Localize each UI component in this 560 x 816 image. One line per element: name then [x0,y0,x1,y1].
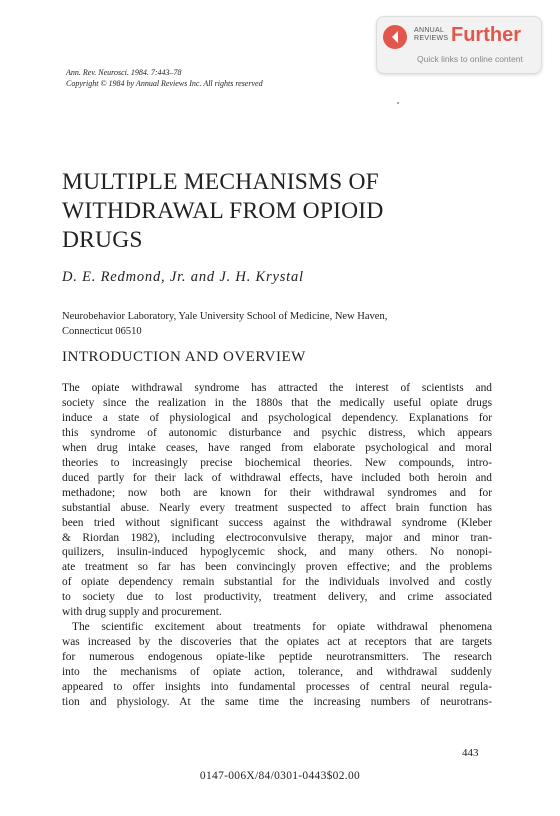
copyright-notice: Copyright © 1984 by Annual Reviews Inc. All rights reserved [66,79,263,88]
body-line: when drug intake ceases, have ranged from elaborate psychological and moral [62,441,492,454]
scan-speck [397,102,399,104]
further-label: Further [451,24,521,46]
body-line: The opiate withdrawal syndrome has attracted the interest of scientists and [62,382,492,394]
quick-links-label: Quick links to online content [417,54,523,64]
body-line: with drug supply and procurement. [62,606,222,619]
body-line: substantial abuse. Nearly every treatment suspected to affect brain function has [62,501,492,514]
body-line: methadone; now both are known for their withdrawal syndromes and for [62,486,492,499]
title-line: MULTIPLE MECHANISMS OF [62,169,379,195]
body-line: tion and physiology. At the same time the increasing numbers of neurotrans- [62,696,492,709]
body-line: to society due to lost productivity, treatment delivery, and crime associated [62,591,492,604]
affiliation-line: Connecticut 06510 [62,325,142,337]
body-line: for numerous endogenous opiate-like peptide neurotransmitters. The research [62,651,492,664]
body-line: this syndrome of autonomic disturbance and psychic distress, which appears [62,426,492,439]
speaker-arrow-icon [383,25,407,49]
body-line: theories to increasingly precise biochemical theories. New compounds, intro- [62,456,492,469]
body-line: quilizers, insulin-induced hypoglycemic shock, and many others. No nonopi- [62,546,492,559]
affiliation-line: Neurobehavior Laboratory, Yale University School of Medicine, New Haven, [62,311,388,322]
page-number: 443 [462,747,479,759]
article-code: 0147-006X/84/0301-0443$02.00 [199,770,361,782]
title-line: DRUGS [62,227,143,253]
body-line: society since the realization in the 1880s that the medically useful opiate drugs [62,396,492,409]
journal-citation: Ann. Rev. Neurosci. 1984. 7:443–78 [66,68,182,77]
section-heading: INTRODUCTION AND OVERVIEW [62,349,306,365]
body-line: been tried without significant success against the withdrawal syndrome (Kleber [62,516,492,529]
body-line: ate treatment so far has been convincingly proven effective; and the problems [62,561,492,574]
body-paragraphs [62,381,492,710]
annual-reviews-label: ANNUAL REVIEWS [414,27,449,42]
journal-citation-block [66,67,263,89]
body-line: of opiate dependency remain substantial for the individuals involved and costly [62,576,492,589]
annual-reviews-further-badge[interactable] [376,16,542,74]
body-line: induce a state of physiological and psychological dependency. Explanations for [62,411,492,424]
title-line: WITHDRAWAL FROM OPIOID [62,198,384,224]
author-affiliation [62,310,482,339]
body-line: The scientific excitement about treatments for opiate withdrawal phenomena [72,621,492,634]
body-line: was increased by the discoveries that the opiates act at receptors that are targets [62,636,492,649]
body-line: & Riordan 1982), including electroconvulsive therapy, major and minor tran- [62,531,492,544]
body-line: appeared to offer insights into fundamental processes of central neural regula- [62,681,492,694]
article-title [62,168,482,255]
article-authors: D. E. Redmond, Jr. and J. H. Krystal [62,269,304,285]
body-line: duced partly for their lack of withdrawal effects, have included both heroin and [62,471,492,484]
body-line: into the mechanisms of opiate action, tolerance, and withdrawal suddenly [62,666,492,679]
